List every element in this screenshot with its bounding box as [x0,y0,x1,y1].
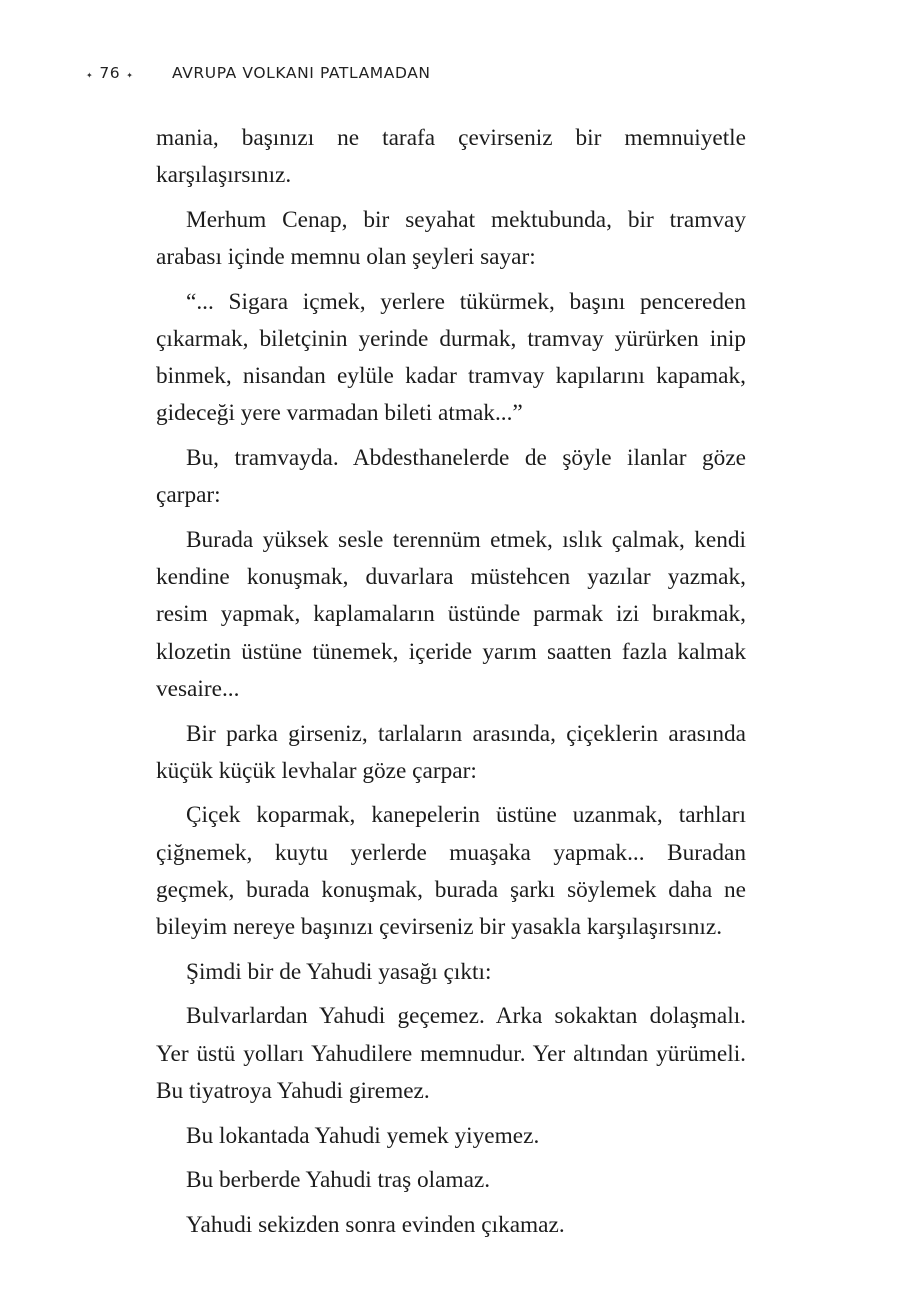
paragraph: Burada yüksek sesle terennüm etmek, ıslık çalmak, kendi kendine konuşmak, duvarlara müstehcen yazılar yazmak, resim yapmak, kaplamaların üstünde parmak izi bırakmak, klozetin üstüne tünemek, içeride yarım saatten fazla kalmak vesaire... [156,527,746,702]
running-title: AVRUPA VOLKANI PATLAMADAN [172,64,431,82]
paragraph: Bulvarlardan Yahudi geçemez. Arka sokaktan dolaşmalı. Yer üstü yolları Yahudilere memnudur. Yer altından yürümeli. Bu tiyatroya Yahudi giremez. [156,1003,746,1104]
page-number-group [86,64,152,82]
paragraph: Bu, tramvayda. Abdesthanelerde de şöyle ilanlar göze çarpar: [156,445,746,509]
paragraph: Bu berberde Yahudi traş olamaz. [186,1167,491,1194]
ornament-left-icon: ✦ [86,71,94,80]
paragraph: Çiçek koparmak, kanepelerin üstüne uzanmak, tarhları çiğnemek, kuytu yerlerde muaşaka yapmak... Buradan geçmek, burada konuşmak, burada şarkı söylemek daha ne bileyim nereye başınızı çevirseniz bir yasakla karşılaşırsınız. [156,802,746,941]
paragraph: Yahudi sekizden sonra evinden çıkamaz. [186,1211,565,1238]
paragraph: Bir parka girseniz, tarlaların arasında, çiçeklerin arasında küçük küçük levhalar göze çarpar: [156,720,746,784]
paragraph: Merhum Cenap, bir seyahat mektubunda, bir tramvay arabası içinde memnu olan şeyleri sayar: [156,206,746,271]
paragraph: Bu lokantada Yahudi yemek yiyemez. [186,1122,540,1149]
paragraph: mania, başınızı ne tarafa çevirseniz bir memnuiyetle karşılaşırsınız. [156,125,746,189]
running-header [86,64,431,82]
page-number: 76 [99,64,121,82]
body-text [156,120,746,1252]
paragraph-quote: “... Sigara içmek, yerlere tükürmek, başını pencereden çıkarmak, biletçinin yerinde durmak, tramvay yürürken inip binmek, nisandan eylüle kadar tramvay kapılarını kapamak, gideceği yere varmadan bileti atmak...” [156,288,746,427]
paragraph: Şimdi bir de Yahudi yasağı çıktı: [186,958,492,985]
ornament-right-icon: ✦ [126,71,134,80]
